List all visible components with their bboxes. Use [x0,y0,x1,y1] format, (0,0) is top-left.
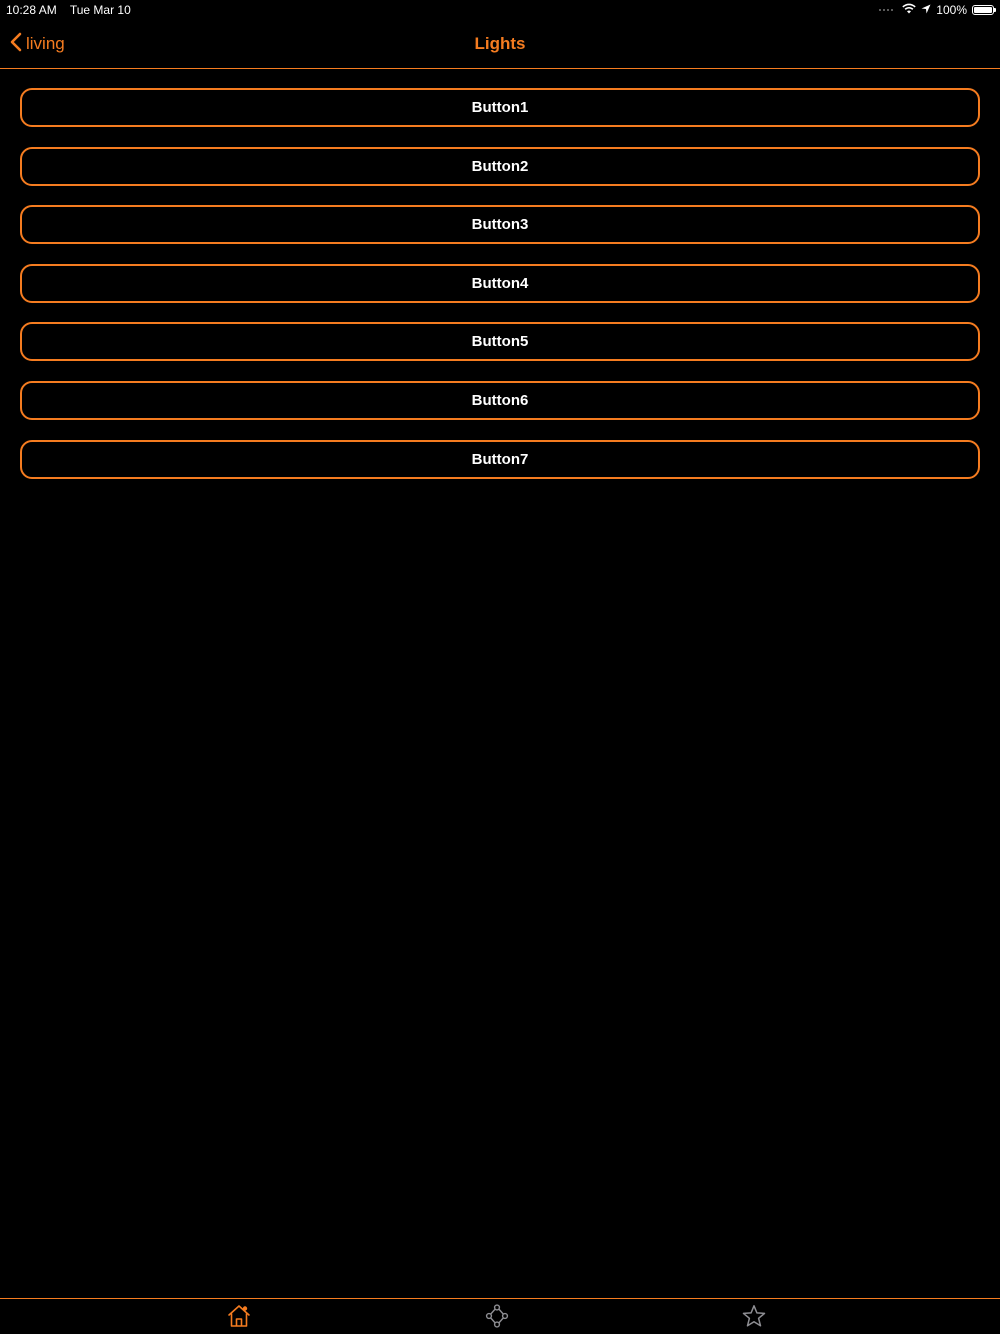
battery-percent: 100% [936,3,967,17]
page-title: Lights [474,34,526,53]
star-icon [741,1304,767,1333]
light-button-6[interactable]: Button6 [20,381,980,420]
tab-devices[interactable] [484,1305,510,1331]
tab-bar [0,1298,1000,1334]
lights-button-list [20,88,980,498]
status-time: 10:28 AM [6,3,57,17]
status-date: Tue Mar 10 [69,3,131,17]
light-button-2[interactable]: Button2 [20,147,980,186]
battery-icon [972,5,994,15]
light-button-1[interactable]: Button1 [20,88,980,127]
location-arrow-icon [921,3,931,17]
light-button-5[interactable]: Button5 [20,322,980,361]
light-button-7[interactable]: Button7 [20,440,980,479]
light-button-3[interactable]: Button3 [20,205,980,244]
status-bar [0,0,1000,20]
tab-favorites[interactable] [741,1305,767,1331]
tab-home[interactable] [226,1305,252,1331]
wifi-icon [902,3,916,17]
devices-icon [484,1304,510,1333]
navigation-bar [0,20,1000,69]
light-button-4[interactable]: Button4 [20,264,980,303]
status-time-date [6,3,141,17]
home-icon [226,1304,252,1333]
status-indicators [879,2,994,18]
back-button-label: living [26,34,65,53]
cellular-signal-icon [879,9,893,11]
